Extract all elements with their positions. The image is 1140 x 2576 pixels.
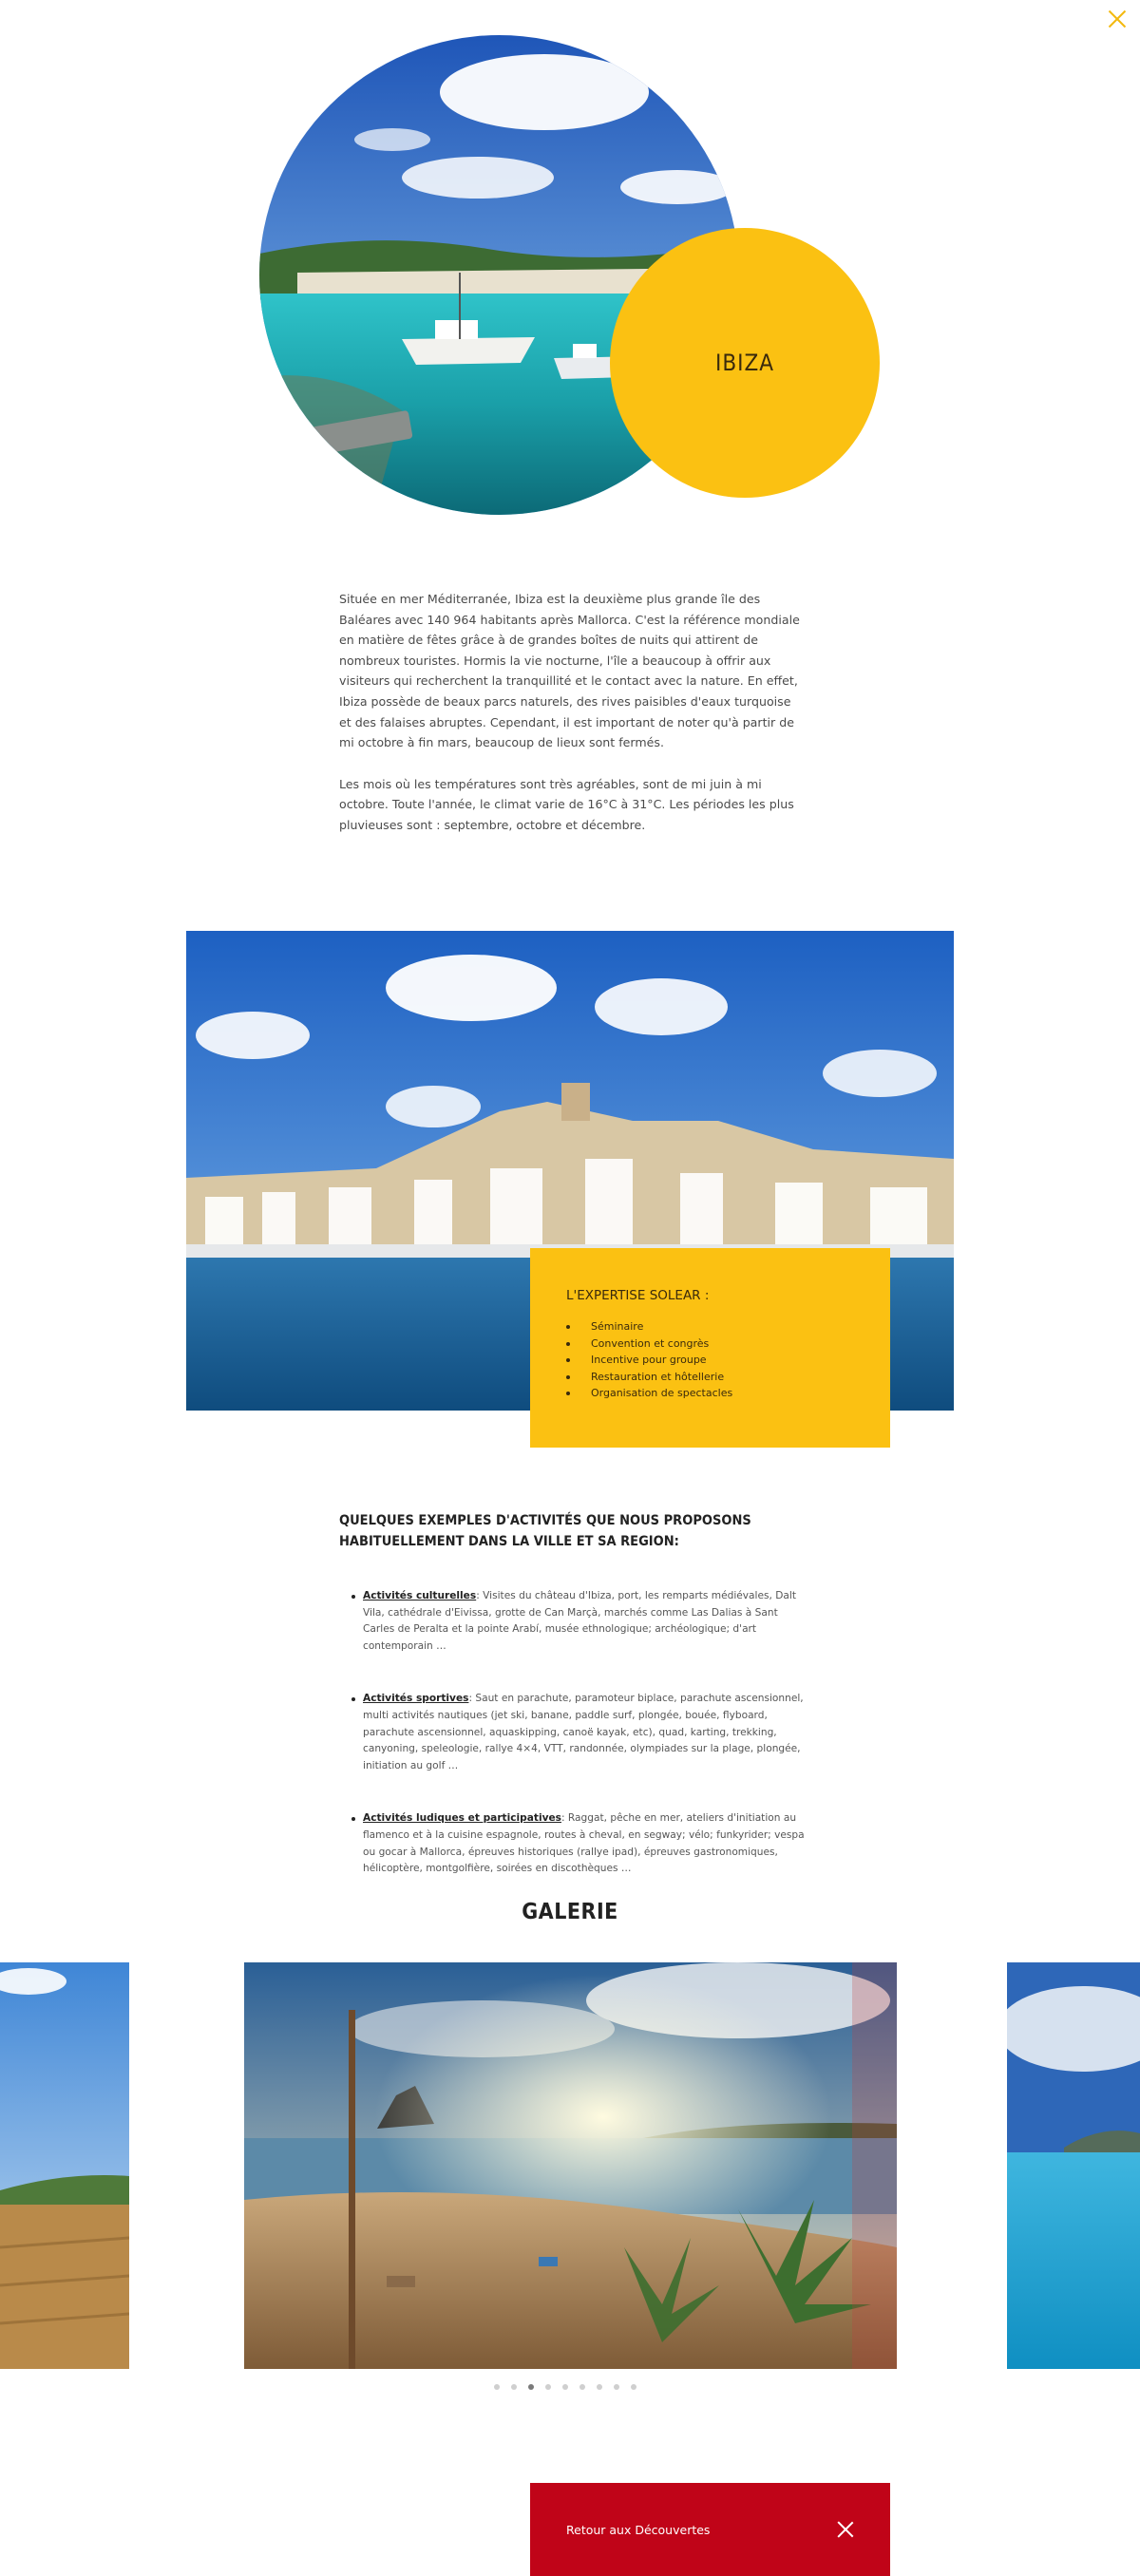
gallery-slide-next[interactable] — [1007, 1962, 1140, 2369]
expertise-box — [530, 1248, 890, 1448]
activity-item — [352, 1588, 806, 1655]
activities-list — [352, 1588, 806, 1914]
gallery-dot[interactable] — [614, 2384, 619, 2390]
activities-title: QUELQUES EXEMPLES D'ACTIVITÉS QUE NOUS PROPOSONS HABITUELLEMENT DANS LA VILLE ET SA REGION: — [339, 1513, 751, 1549]
gallery-dot[interactable] — [545, 2384, 551, 2390]
expertise-item: Restauration et hôtellerie — [566, 1369, 890, 1386]
title-circle — [610, 228, 880, 498]
intro-paragraph-1: Située en mer Méditerranée, Ibiza est la deuxième plus grande île des Baléares avec 140 964 habitants après Mallorca. C'est la référence mondiale en matière de fêtes grâce à de grandes boîtes de nuits qui attirent de nombreux touristes. Hormis la vie nocturne, l'île a beaucoup à offrir aux visiteurs qui recherchent la tranquillité et le contact avec la nature. En effet, Ibiza possède de beaux parcs naturels, des rives paisibles d'eaux turquoise et des falaises abruptes. Cependant, il est important de noter qu'à partir de mi octobre à fin mars, beaucoup de lieux sont fermés. — [339, 592, 800, 750]
gallery-dot[interactable] — [511, 2384, 517, 2390]
gallery-dot[interactable] — [597, 2384, 602, 2390]
gallery-title: GALERIE — [522, 1900, 618, 1924]
gallery-dot[interactable] — [580, 2384, 585, 2390]
intro-text — [339, 589, 801, 836]
activity-text: : Raggat, pêche en mer, ateliers d'initiation au flamenco et à la cuisine espagnole, routes à cheval, en segway; vélo; funkyrider; vespa ou gocar à Mallorca, épreuves historiques (rallye ipad), épreuves gastronomiques, hélicoptère, montgolfière, soirées en discothèques … — [363, 1812, 805, 1875]
gallery-dot[interactable] — [562, 2384, 568, 2390]
gallery-slide-prev[interactable] — [0, 1962, 129, 2369]
activity-item — [352, 1810, 806, 1877]
close-icon — [837, 2521, 854, 2538]
activity-text: : Visites du château d'Ibiza, port, les remparts médiévales, Dalt Vila, cathédrale d'Eivissa, grotte de Can Marçà, marchés comme Las Dalias à Sant Carles de Peralta et la pointe Arabí, musée ethnologique; archéologique; d'art contemporain … — [363, 1590, 797, 1652]
back-to-discoveries-button[interactable] — [530, 2483, 890, 2576]
expertise-item: Organisation de spectacles — [566, 1385, 890, 1402]
gallery-dot[interactable] — [494, 2384, 500, 2390]
activity-label: Activités sportives — [363, 1693, 469, 1705]
gallery-dot-active[interactable] — [528, 2384, 534, 2390]
activity-item — [352, 1691, 806, 1774]
close-icon[interactable] — [1104, 6, 1130, 32]
page-title: IBIZA — [714, 350, 775, 376]
back-label: Retour aux Découvertes — [566, 2522, 711, 2537]
activity-text: : Saut en parachute, paramoteur biplace, parachute ascensionnel, multi activités nautiques (jet ski, banane, paddle surf, plongée, bouée, flyboard, parachute ascensionnel, aquaskipping, canoë kayak, etc), quad, karting, trekking, canyoning, speleologie, rallye 4×4, VTT, randonnée, olympiades sur la plage, plongée, initiation au golf … — [363, 1693, 804, 1771]
expertise-title: L'EXPERTISE SOLEAR : — [566, 1288, 710, 1303]
expertise-item: Séminaire — [566, 1318, 890, 1335]
gallery-pagination — [494, 2384, 636, 2390]
activity-label: Activités ludiques et participatives — [363, 1812, 561, 1825]
expertise-list — [566, 1318, 890, 1402]
gallery-slide-active[interactable] — [244, 1962, 897, 2369]
gallery-dot[interactable] — [631, 2384, 636, 2390]
activity-label: Activités culturelles — [363, 1590, 477, 1601]
intro-paragraph-2: Les mois où les températures sont très agréables, sont de mi juin à mi octobre. Toute l'année, le climat varie de 16°C à 31°C. Les périodes les plus pluvieuses sont : septembre, octobre et décembre. — [339, 776, 794, 832]
expertise-item: Convention et congrès — [566, 1335, 890, 1353]
expertise-item: Incentive pour groupe — [566, 1352, 890, 1369]
